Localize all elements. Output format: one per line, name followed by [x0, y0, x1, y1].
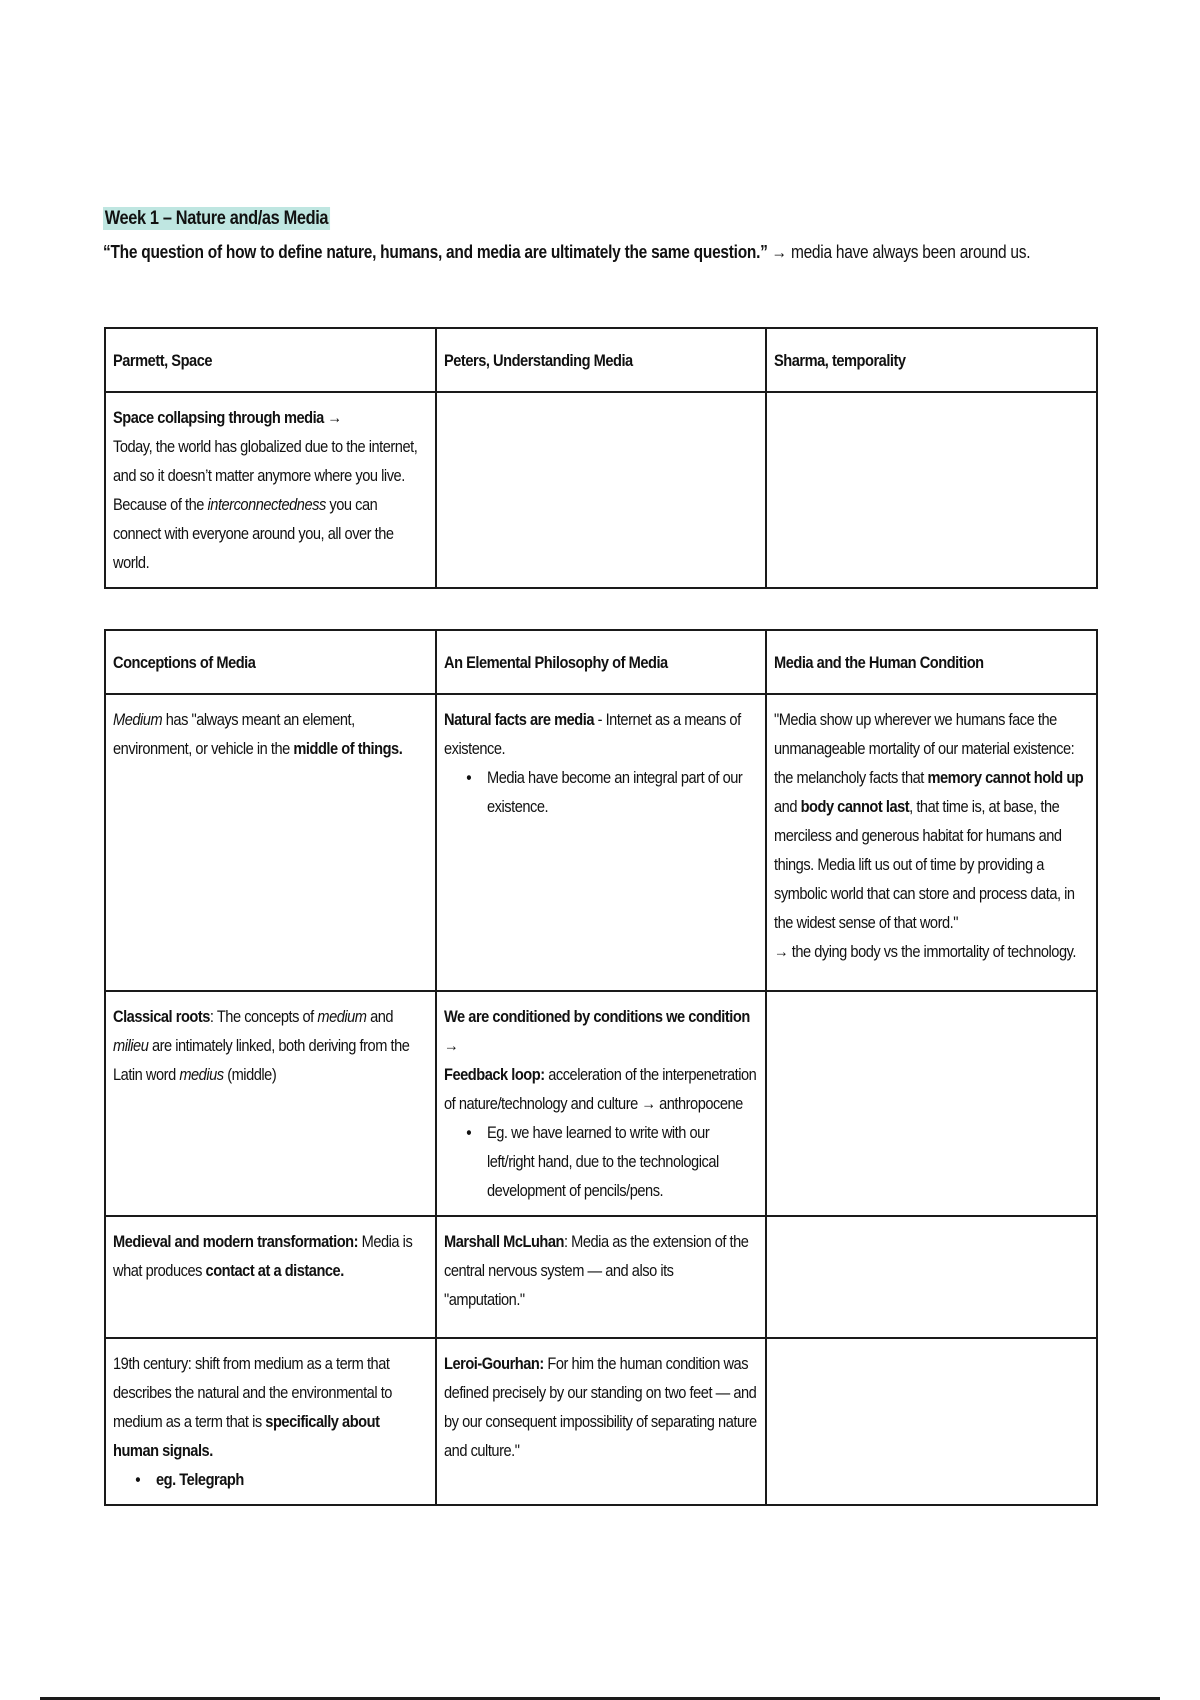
cell-italic-text: medius: [179, 1065, 224, 1084]
concepts-table: [104, 629, 1098, 1506]
table-row: [105, 1216, 1097, 1338]
cell-text: : Media as the extension of the central nervous system — and also its "amputation.": [444, 1232, 749, 1309]
header-cell-sharma: Sharma, temporality: [766, 328, 1097, 392]
cell-text: you can connect with everyone around you, all over the world.: [113, 495, 394, 572]
table-cell: [436, 694, 766, 991]
cell-bold-text: Space collapsing through media: [113, 408, 324, 427]
cell-italic-text: interconnectedness: [207, 495, 326, 514]
cell-bold-text: We are conditioned by conditions we condition: [444, 1007, 750, 1026]
table-row: [105, 392, 1097, 588]
list-item: • Eg. we have learned to write with our left/right hand, due to the technological development of pencils/pens.: [487, 1118, 757, 1205]
table-row: [105, 694, 1097, 991]
quote-rest-text: → media have always been around us.: [767, 242, 1031, 262]
cell-text: 19th century: shift from medium as a term that describes the natural and the environmental to medium as a term that is: [113, 1354, 392, 1431]
table-cell: [105, 392, 436, 588]
cell-text: (middle): [223, 1065, 277, 1084]
title-highlight: Week 1 – Nature and/as Media: [104, 208, 329, 229]
table-header-row: [105, 630, 1097, 694]
bullet-list: [444, 1118, 757, 1205]
cell-italic-text: Medium: [113, 710, 163, 729]
cell-text: are intimately linked, both deriving from the Latin word: [113, 1036, 410, 1084]
cell-bold-text: Medieval and modern transformation:: [113, 1232, 359, 1251]
quote-bold-text: “The question of how to define nature, humans, and media are ultimately the same question.”: [103, 242, 768, 262]
header-cell-conceptions: Conceptions of Media: [105, 630, 436, 694]
cell-bold-text: memory cannot hold up: [927, 768, 1084, 787]
header-cell-peters: Peters, Understanding Media: [436, 328, 766, 392]
cell-text: "Media show up wherever we humans face the unmanageable mortality of our material existence: the melancholy facts that: [774, 710, 1075, 787]
cell-text: , that time is, at base, the merciless and generous habitat for humans and things. Media lift us out of time by providing a symbolic world that can store and process data, in the widest sense of that word.": [774, 797, 1075, 932]
intro-quote: [103, 242, 1030, 263]
table-cell-empty: [766, 1338, 1097, 1505]
cell-bold-text: Feedback loop:: [444, 1065, 545, 1084]
table-row: [105, 991, 1097, 1216]
header-cell-elemental: An Elemental Philosophy of Media: [436, 630, 766, 694]
table-cell: [105, 694, 436, 991]
table-cell: [105, 1216, 436, 1338]
bullet-list: [444, 763, 757, 821]
cell-bold-text: middle of things.: [293, 739, 403, 758]
cell-italic-text: milieu: [113, 1036, 149, 1055]
cell-bold-text: Classical roots: [113, 1007, 210, 1026]
cell-italic-text: medium: [317, 1007, 367, 1026]
cell-text: Today, the world has globalized due to the internet, and so it doesn’t matter anymore where you live. Because of the: [113, 437, 418, 514]
arrow-text: →: [323, 408, 342, 427]
cell-bold-text: contact at a distance.: [205, 1261, 344, 1280]
cell-bold-text: Marshall McLuhan: [444, 1232, 564, 1251]
table-cell: [436, 1216, 766, 1338]
table-header-row: [105, 328, 1097, 392]
cell-text: : The concepts of: [209, 1007, 318, 1026]
cell-text: For him the human condition was defined precisely by our standing on two feet — and by our consequent impossibility of separating nature and culture.": [444, 1354, 757, 1460]
bullet-list: [113, 1465, 427, 1494]
cell-text: and: [774, 797, 801, 816]
table-cell: [105, 991, 436, 1216]
arrow-text: →: [444, 1036, 459, 1055]
readings-table: [104, 327, 1098, 589]
cell-text: has "always meant an element, environment, or vehicle in the: [113, 710, 355, 758]
table-cell-empty: [766, 392, 1097, 588]
table-cell: [436, 991, 766, 1216]
cell-text: → the dying body vs the immortality of technology.: [774, 942, 1076, 961]
list-item: • Media have become an integral part of our existence.: [487, 763, 757, 821]
list-item: • eg. Telegraph: [156, 1465, 427, 1494]
table-cell: [105, 1338, 436, 1505]
cell-text: - Internet as a means of existence.: [444, 710, 741, 758]
table-cell-empty: [766, 991, 1097, 1216]
cell-bold-text: body cannot last: [800, 797, 910, 816]
cell-text: Media is what produces: [113, 1232, 413, 1280]
header-cell-parmett: Parmett, Space: [105, 328, 436, 392]
cell-bold-text: specifically about human signals.: [113, 1412, 380, 1460]
cell-bold-text: Leroi-Gourhan:: [444, 1354, 544, 1373]
cell-bold-text: Natural facts are media: [444, 710, 595, 729]
table-cell: [436, 1338, 766, 1505]
table-cell: [766, 694, 1097, 991]
table-cell-empty: [766, 1216, 1097, 1338]
table-row: [105, 1338, 1097, 1505]
cell-text: and: [366, 1007, 394, 1026]
header-cell-human-condition: Media and the Human Condition: [766, 630, 1097, 694]
page-title: [103, 208, 330, 230]
cell-text: acceleration of the interpenetration of nature/technology and culture → anthropocene: [444, 1065, 757, 1113]
table-cell-empty: [436, 392, 766, 588]
